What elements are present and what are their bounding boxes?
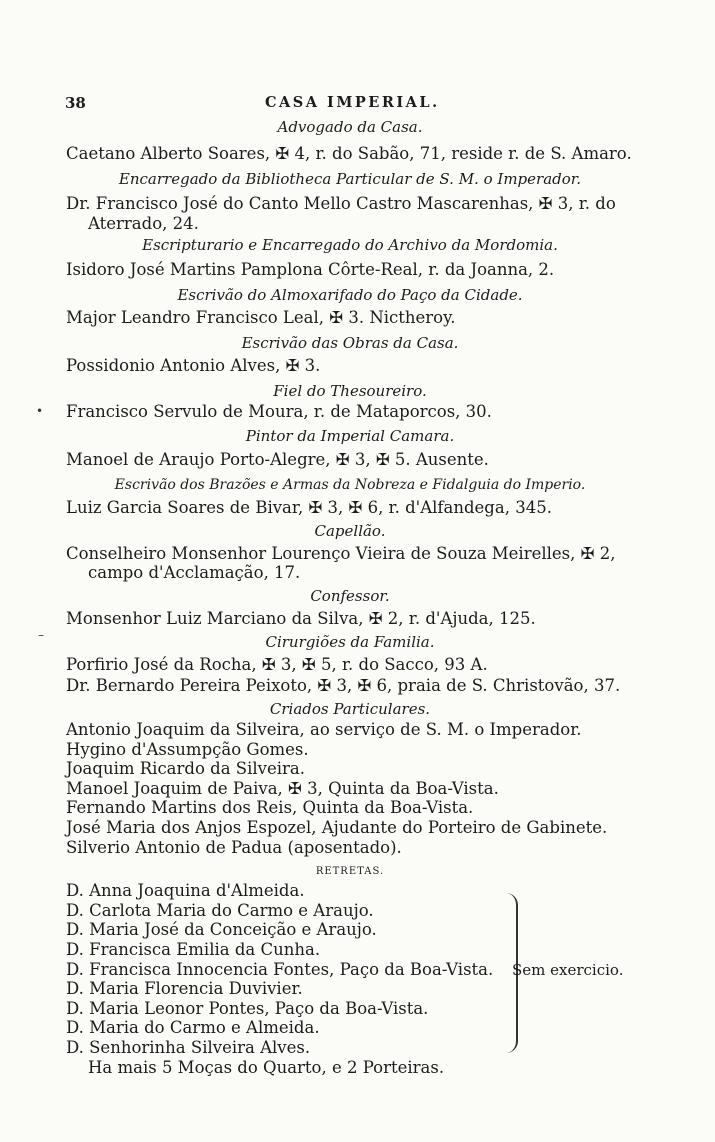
entry-bivar: Luiz Garcia Soares de Bivar, ✠ 3, ✠ 6, r. d'Alfandega, 345. xyxy=(66,498,552,517)
section-retretas: RETRETAS. xyxy=(315,866,385,877)
criado-hygino: Hygino d'Assumpção Gomes. xyxy=(66,740,309,759)
section-thesoureiro: Fiel do Thesoureiro. xyxy=(273,382,427,400)
retreta-carlota: D. Carlota Maria do Carmo e Araujo. xyxy=(66,901,374,920)
section-advogado: Advogado da Casa. xyxy=(277,118,423,136)
retreta-anna: D. Anna Joaquina d'Almeida. xyxy=(66,881,305,900)
retreta-senhorinha: D. Senhorinha Silveira Alves. xyxy=(66,1038,311,1057)
section-almoxarifado: Escrivão do Almoxarifado do Paço da Cidade. xyxy=(177,286,523,304)
retreta-florencia: D. Maria Florencia Duvivier. xyxy=(66,979,303,998)
section-pintor: Pintor da Imperial Camara. xyxy=(245,427,455,445)
page-title: CASA IMPERIAL. xyxy=(265,94,440,111)
entry-canto-mello-cont: Aterrado, 24. xyxy=(88,214,199,233)
criado-fernando: Fernando Martins dos Reis, Quinta da Boa-Vista. xyxy=(66,798,474,817)
entry-canto-mello: Dr. Francisco José do Canto Mello Castro Mascarenhas, ✠ 3, r. do xyxy=(66,194,616,213)
criado-silveira: Antonio Joaquim da Silveira, ao serviço de S. M. o Imperador. xyxy=(66,720,582,739)
criado-silverio: Silverio Antonio de Padua (aposentado). xyxy=(66,838,402,857)
section-obras: Escrivão das Obras da Casa. xyxy=(241,334,459,352)
entry-meirelles-cont: campo d'Acclamação, 17. xyxy=(88,563,301,582)
retreta-maria-jose: D. Maria José da Conceição e Araujo. xyxy=(66,920,377,939)
criado-joaquim: Joaquim Ricardo da Silveira. xyxy=(66,759,305,778)
retreta-francisca-emilia: D. Francisca Emilia da Cunha. xyxy=(66,940,321,959)
section-escripturario: Escripturario e Encarregado do Archivo da Mordomia. xyxy=(142,236,558,254)
entry-leandro: Major Leandro Francisco Leal, ✠ 3. Nictheroy. xyxy=(66,308,456,327)
entry-possidonio: Possidonio Antonio Alves, ✠ 3. xyxy=(66,356,321,375)
retreta-maria-carmo: D. Maria do Carmo e Almeida. xyxy=(66,1018,320,1037)
entry-isidoro: Isidoro José Martins Pamplona Côrte-Real, r. da Joanna, 2. xyxy=(66,260,555,279)
section-criados: Criados Particulares. xyxy=(269,700,431,718)
section-confessor: Confessor. xyxy=(310,587,390,605)
entry-meirelles: Conselheiro Monsenhor Lourenço Vieira de Souza Meirelles, ✠ 2, xyxy=(66,544,616,563)
entry-porto-alegre: Manoel de Araujo Porto-Alegre, ✠ 3, ✠ 5. Ausente. xyxy=(66,450,489,469)
criado-espozel: José Maria dos Anjos Espozel, Ajudante do Porteiro de Gabinete. xyxy=(66,818,608,837)
entry-caetano: Caetano Alberto Soares, ✠ 4, r. do Sabão, 71, reside r. de S. Amaro. xyxy=(66,144,632,163)
entry-servulo: Francisco Servulo de Moura, r. de Mataporcos, 30. xyxy=(66,402,492,421)
sem-exercicio-label: Sem exercicio. xyxy=(512,961,624,979)
margin-dash: – xyxy=(38,628,44,642)
section-brazoes: Escrivão dos Brazões e Armas da Nobreza e Fidalguia do Imperio. xyxy=(114,477,586,493)
criado-paiva: Manoel Joaquim de Paiva, ✠ 3, Quinta da Boa-Vista. xyxy=(66,779,499,798)
entry-porfirio: Porfirio José da Rocha, ✠ 3, ✠ 5, r. do Sacco, 93 A. xyxy=(66,655,488,674)
section-capellao: Capellão. xyxy=(314,522,386,540)
retreta-leonor: D. Maria Leonor Pontes, Paço da Boa-Vista. xyxy=(66,999,429,1018)
margin-dot: • xyxy=(36,404,44,418)
section-bibliotheca: Encarregado da Bibliotheca Particular de S. M. o Imperador. xyxy=(118,170,582,188)
entry-marciano: Monsenhor Luiz Marciano da Silva, ✠ 2, r. d'Ajuda, 125. xyxy=(66,609,536,628)
entry-peixoto: Dr. Bernardo Pereira Peixoto, ✠ 3, ✠ 6, praia de S. Christovão, 37. xyxy=(66,676,621,695)
retreta-francisca-innocencia: D. Francisca Innocencia Fontes, Paço da Boa-Vista. xyxy=(66,960,494,979)
footer-note: Ha mais 5 Moças do Quarto, e 2 Porteiras. xyxy=(88,1058,445,1077)
section-cirurgioes: Cirurgiões da Familia. xyxy=(265,633,435,651)
page-number: 38 xyxy=(65,94,86,112)
